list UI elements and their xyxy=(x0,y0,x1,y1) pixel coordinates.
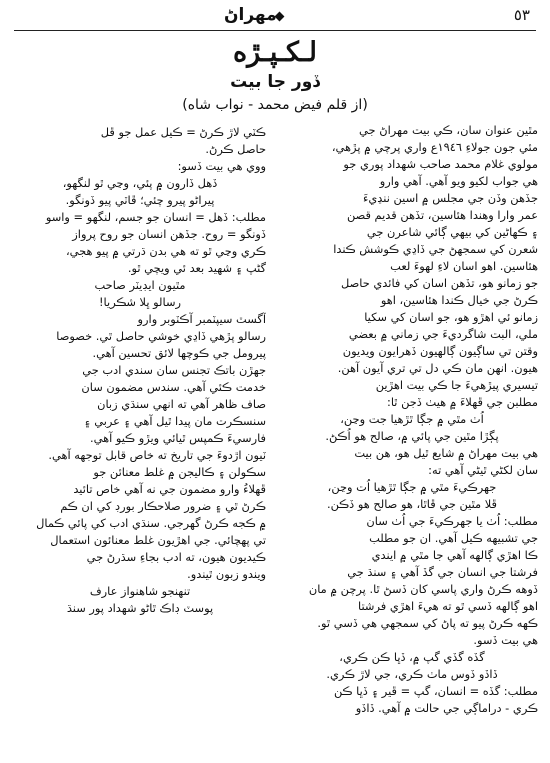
text-line: ڏهل ڏارون ۾ پئي، وڃي ٿو لنگهو، xyxy=(62,176,218,190)
text-line: جڏهن وڏن جي مجلس ۾ اسين ننڍيءَ xyxy=(363,191,538,205)
text-line: شعرن کي سمجهڻ جي ڏاڍي ڪوشش ڪندا xyxy=(333,242,538,256)
text-line: ٽيون اڙدوءَ جي تاريخ ته خاص قابل توجهه آهي. xyxy=(48,448,266,462)
text-line: ڏونگو = روح. جڏهن انسان جو روح پرواز xyxy=(72,227,266,241)
text-line: هيون. انهن مان ڪي دل تي تري آيون آهن. xyxy=(337,361,538,375)
left-text-column xyxy=(14,124,266,617)
text-line: مطلبن جي ڦهلاءَ ۾ هيٺ ڏجن ٿا: xyxy=(387,395,538,409)
text-line: جهڙن باتڪ تجنس سان سندي ادب جي xyxy=(82,363,266,377)
text-line: فارسيءَ ڪمپس ٿيائي ويڙو ڪيو آهي. xyxy=(89,431,266,445)
text-line: ڪهه ڪرڻ پيو ته پاڻ کي سمجهي هي ڏسي ٿو. xyxy=(317,616,538,630)
text-line: هي بيت ڏسو. xyxy=(473,633,538,647)
text-line: پيراڻو پيرو چئي؛ ڦاٽي پيو ڏونگو. xyxy=(65,193,215,207)
text-line: فرشتا جي انسان جي گڏ آهي ۽ سنڌ جي xyxy=(347,565,538,579)
text-line: زمانو ئي اهڙو هو، جو اسان کي سکيا xyxy=(364,310,538,324)
text-line: مطلب: اُٺ يا جهرڪيءَ جي اُٺ سان xyxy=(366,514,538,528)
text-line: مئي جون جولاءِ ١٩٤٦ع واري پرچي ۾ پڙهي، xyxy=(331,140,538,154)
article-byline: (از قلم فيض محمد - نواب شاه) xyxy=(182,97,368,113)
text-line: گڏه گڏي گپ ۾، ڏڀا ڪن ڪري، xyxy=(339,650,485,664)
text-line: سان لکڻي ٿيڻي آهي ته: xyxy=(428,463,538,477)
text-line: هي بيت مهراڻ ۾ شايع ٿيل هو، هن بيت xyxy=(354,446,538,460)
text-line: رسالو پڙهي ڏاڍي خوشي حاصل ٿي. خصوصا xyxy=(56,329,266,343)
text-line: رسالو ڀلا شڪريا! xyxy=(98,295,181,309)
page-header xyxy=(14,4,536,31)
text-line: گڻپ ۽ شهيد بعد ئي ويچي ٿو. xyxy=(127,261,266,275)
text-line: وقتن تي ساڳيون ڳالهيون ڏهرايون ويديون xyxy=(342,344,538,358)
article-title: لـکـپـڙه xyxy=(232,37,318,68)
text-line: حاصل ڪرڻ. xyxy=(205,142,266,156)
page-number: ٥٣ xyxy=(513,6,530,24)
text-line: ڪٽي لاڙ ڪرڻ = ڪيل عمل جو ڦل xyxy=(100,125,266,139)
text-line: خدمت ڪئي آهي. سندس مضمون سان xyxy=(81,380,266,394)
text-line: جي تشبيهه ڪيل آهي. ان جو مطلب xyxy=(369,531,538,545)
text-line: اُٺ مٿي ۾ جڳا ٿڙهيا جت وڃن، xyxy=(340,412,484,426)
text-line: ويندو زبون ٿيندو. xyxy=(187,567,266,581)
text-line: عمر وارا وهندا هئاسين، تڏهن قديم قصن xyxy=(346,208,538,222)
text-line: ۽ ڪهاڻين کي بيهي ڳائي شاعرن جي xyxy=(366,225,538,239)
text-line: صاف ظاهر آهي ته انهي سنڌي زبان xyxy=(97,397,266,411)
text-line: تيسيري پيڙهيءَ جا ڪي بيت اهڙين xyxy=(375,378,538,392)
text-line: سنسڪرت مان پيدا ٿيل آهي ۽ عربي ۽ xyxy=(83,414,266,428)
text-line: پيرومل جي ڪوچها لائق تحسين آهي. xyxy=(92,346,266,360)
text-line: تي پهچائي. جي اهڙيون غلط معنائون استعمال xyxy=(50,533,266,547)
text-line: پوسٽ ڊاڪ ٿاڻو شهداد پور سنڌ xyxy=(66,601,214,615)
text-line: مٿين عنوان سان، ڪي بيت مهراڻ جي xyxy=(359,123,538,137)
text-line: ڪري - دراماڳي جي حالت ۾ آهي. ڏاڏو xyxy=(355,701,538,715)
text-line: ووي هي بيت ڏسو: xyxy=(177,159,266,173)
text-line: ڪا اهڙي ڳالهه آهي جا مٿي ۾ ايندي xyxy=(371,548,538,562)
text-line: مطلب: ڏهل = انسان جو جسم، لنگهو = واسو xyxy=(45,210,266,224)
text-line: اهو ڳالهه ڏسي ٿو ته هيءَ اهڙي فرشتا xyxy=(358,599,538,613)
text-line: هي جواب لکيو ويو آهي. آهي وارو xyxy=(379,174,538,188)
text-line: مٿيون ايڊيٽر صاحب xyxy=(94,278,186,292)
text-line: هئاسين. اهو اسان لاءِ لهوءَ لعب xyxy=(390,259,538,273)
text-line: ڪرڻ جي خيال ڪندا هئاسين، اهو xyxy=(380,293,538,307)
running-title: مهراڻ xyxy=(224,5,277,25)
text-line: جهرڪيءَ مٿي ۾ جڳا ٿڙهيا اُت وڃن، xyxy=(327,480,497,494)
text-line: آگسٽ سيپٽمبر آڪٽوبر وارو xyxy=(137,312,266,326)
text-line: جو زمانو هو، تڏهن اسان کي فائدي حاصل xyxy=(340,276,538,290)
article-subtitle: ڏور جا بيت xyxy=(230,72,320,92)
text-line: ڏاڏو ڏوس ماٺ ڪري، جي لاڙ ڪري. xyxy=(326,667,498,681)
text-line: ڦلا مٿين جي ڦاٿا، هو صالح هو ڏڪن. xyxy=(326,497,497,511)
text-line: ڦهلاءُ وارو مضمون جي نه آهي خاص تائيد xyxy=(73,482,266,496)
text-line: پڳڙا مٿين جي پائي ۾، صالح هو اُڪڻ. xyxy=(325,429,499,443)
right-text-column xyxy=(286,122,538,717)
text-line: ملي، البت شاگرديءَ جي زماني ۾ بعضي xyxy=(348,327,538,341)
text-line: ڪرڻ ٿي ۽ ضرور صلاحڪار بورڊ کي ان ڪم xyxy=(60,499,266,513)
text-line: ڏوهه ڪرڻ واري پاسي کان ڏسڻ ٿا. پرچن ۾ مان xyxy=(308,582,538,596)
article-heading xyxy=(0,36,550,116)
text-line: ڪري وڃي ٿو ته هي بدن ڌرتي ۾ پيو هجي، xyxy=(66,244,266,258)
text-line: مطلب: گڏه = انسان، گپ = ڦير ۽ ڏڀا ڪن xyxy=(333,684,538,698)
text-line: ۾ ڪجه ڪرڻ گهرجي. سنڌي ادب کي پائي ڪمال xyxy=(36,516,266,530)
text-line: سڪولن ۽ ڪاليجن ۾ غلط معنائن جو xyxy=(93,465,266,479)
text-line: تنهنجو شاهنواز عارف xyxy=(89,584,191,598)
text-line: ڪيديون هيون، ته ادب بجاءِ سڌرڻ جي xyxy=(86,550,266,564)
text-line: مولوي غلام محمد صاحب شهداد پوري جو xyxy=(343,157,538,171)
